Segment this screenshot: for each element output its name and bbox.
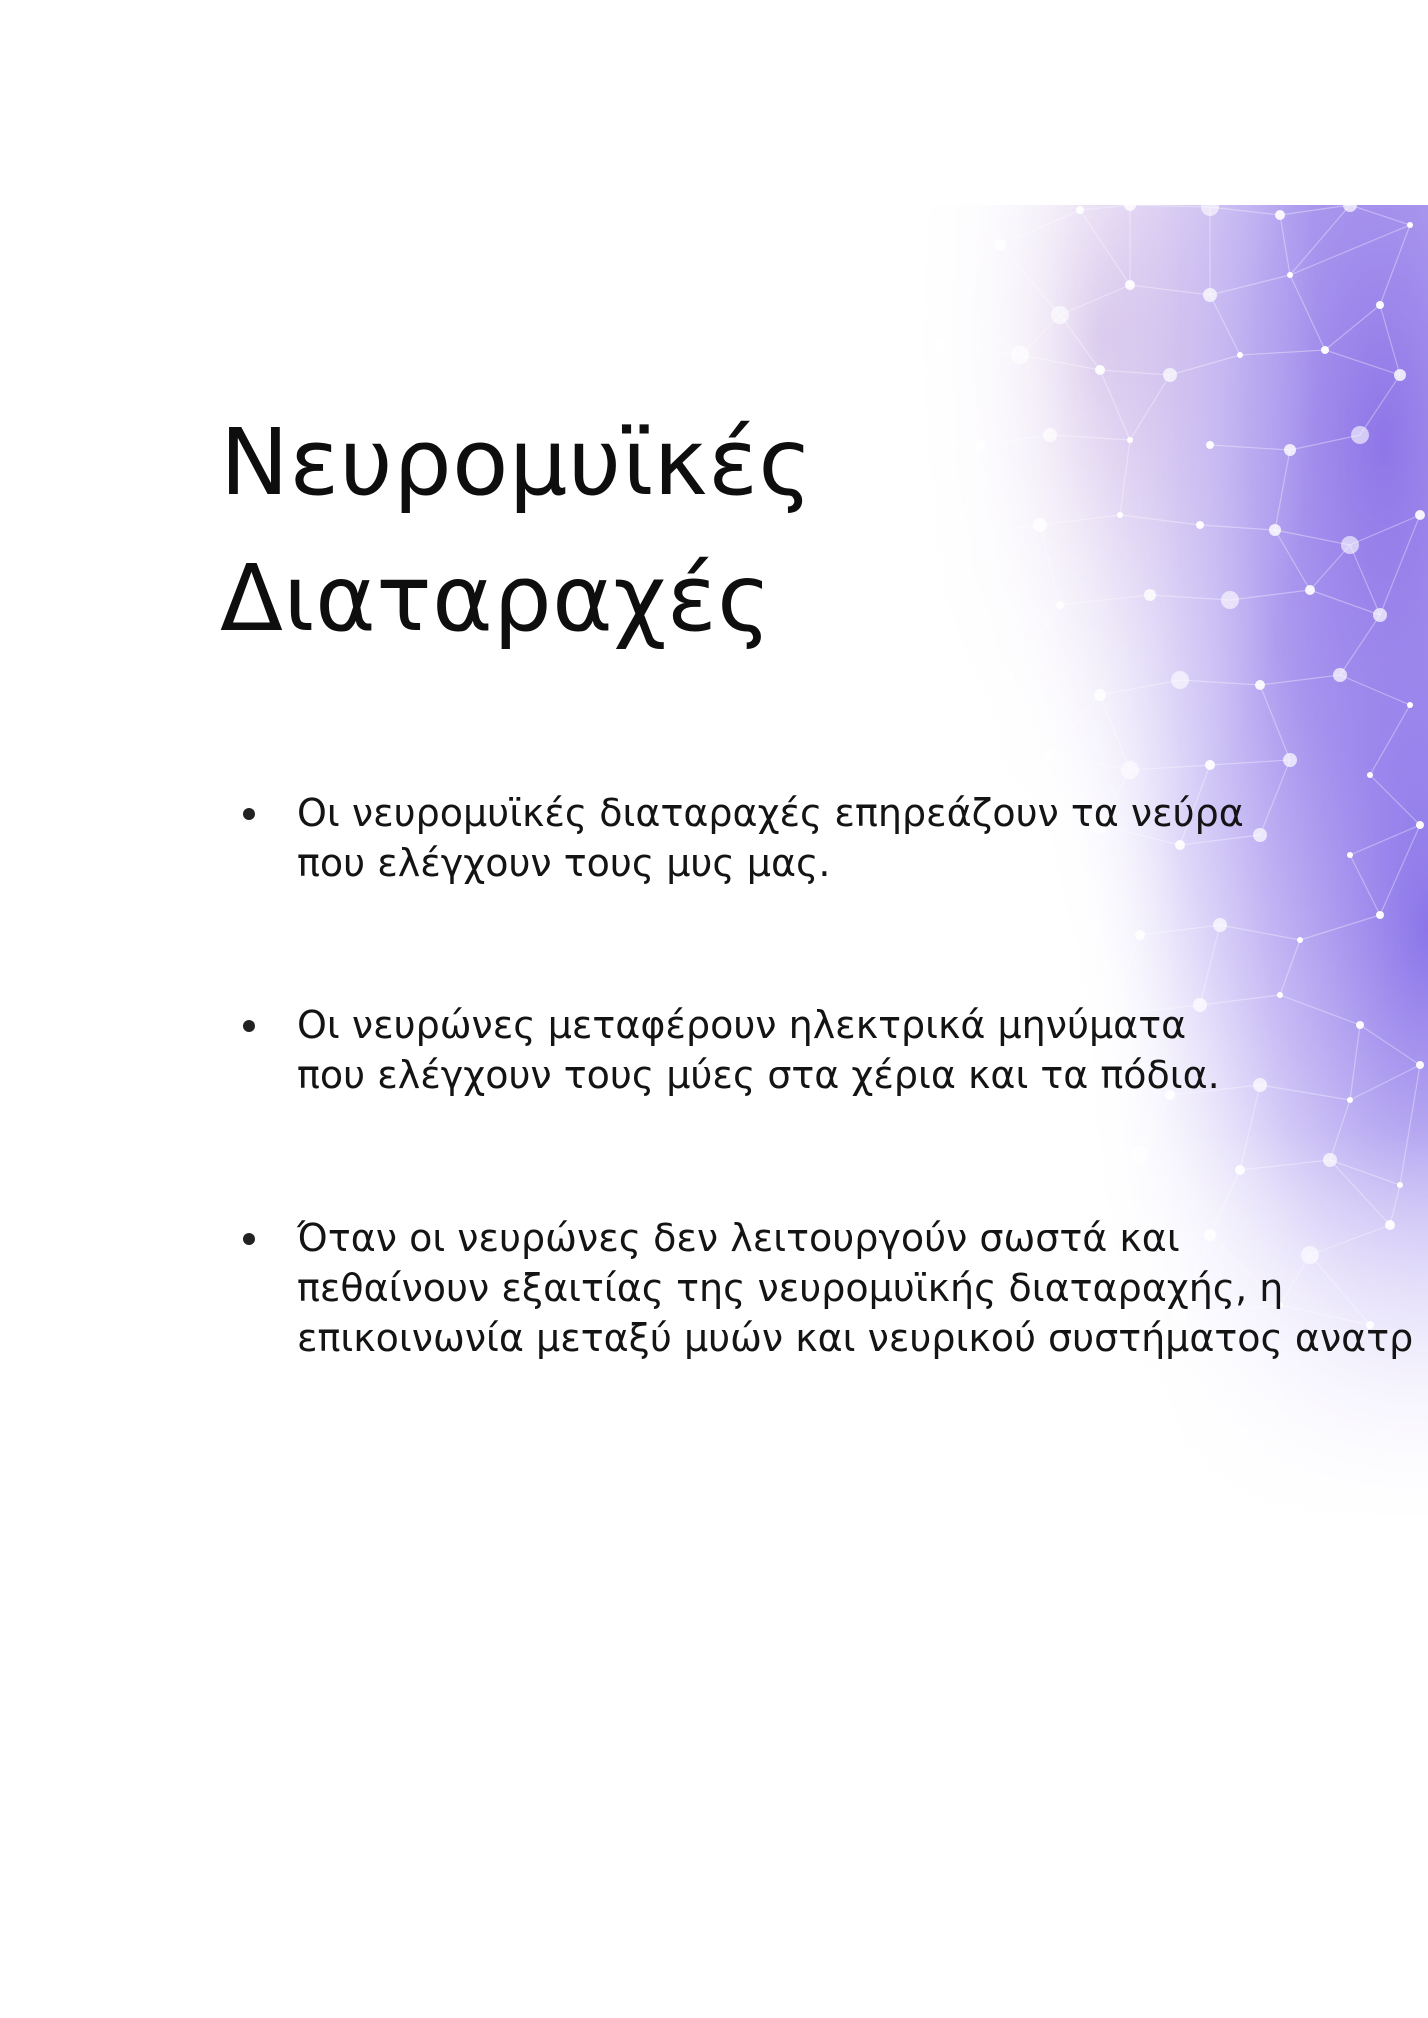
bullet-text bbox=[297, 1000, 1220, 1100]
bullet-line: Όταν οι νευρώνες δεν λειτουργούν σωστά και bbox=[297, 1216, 1180, 1260]
bullet-line: που ελέγχουν τους μύες στα χέρια και τα πόδια. bbox=[297, 1053, 1220, 1097]
bullet-line: Οι νευρώνες μεταφέρουν ηλεκτρικά μηνύματα bbox=[297, 1003, 1187, 1047]
bullet-text bbox=[297, 1213, 1413, 1363]
bullet-line: επικοινωνία μεταξύ μυών και νευρικού συστήματος ανατρ bbox=[297, 1316, 1414, 1360]
bullet-line: Οι νευρομυϊκές διαταραχές επηρεάζουν τα νεύρα bbox=[297, 791, 1244, 835]
title-line-2: Διαταραχές bbox=[220, 545, 772, 652]
bullet-line: πεθαίνουν εξαιτίας της νευρομυϊκής διαταραχής, η bbox=[297, 1266, 1284, 1310]
bullet-text bbox=[297, 788, 1244, 888]
bullet-line: που ελέγχουν τους μυς μας. bbox=[297, 841, 831, 885]
bullet-dot-icon bbox=[243, 808, 255, 820]
title-line-1: Νευρομυϊκές bbox=[220, 409, 813, 516]
bullet-dot-icon bbox=[243, 1233, 255, 1245]
bullet-dot-icon bbox=[243, 1020, 255, 1032]
